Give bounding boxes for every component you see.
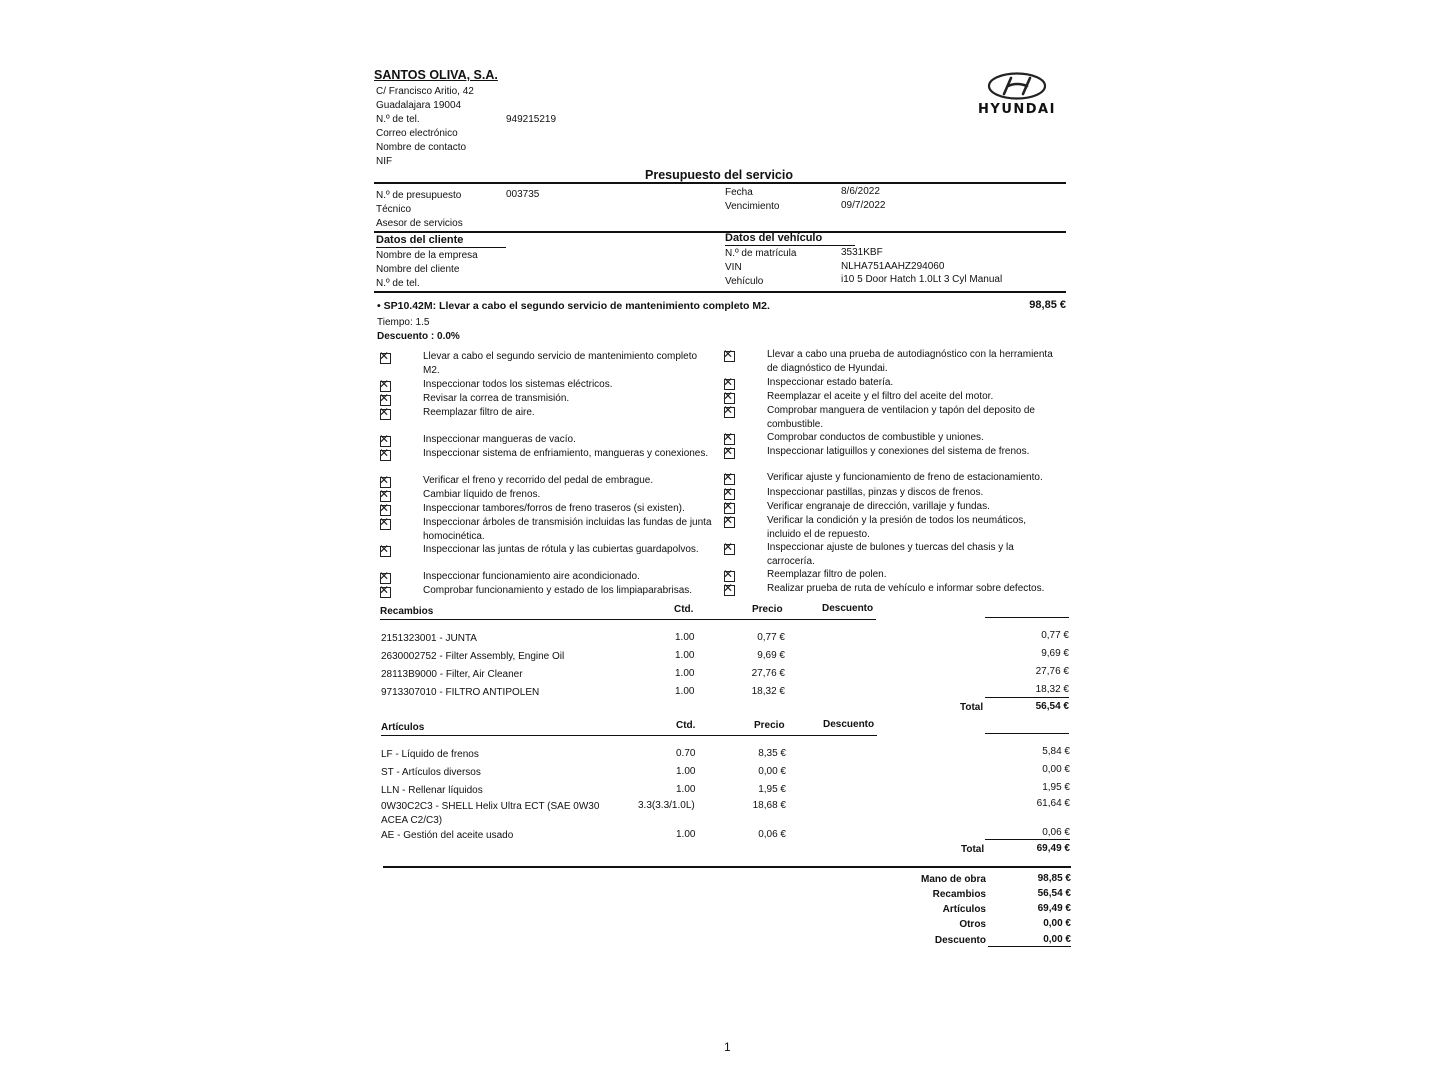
hyundai-logo [976,72,1058,117]
article-row-description-continued: ACEA C2/C3) [381,815,443,826]
article-row-qty: 1.00 [676,829,696,840]
company-name: SANTOS OLIVA, S.A. [374,68,498,82]
client-heading-underline [376,247,506,248]
page-number: 1 [724,1040,731,1054]
company-city: Guadalajara 19004 [376,100,462,111]
task-item: Inspeccionar ajuste de bulones y tuercas del chasis y la carrocería. [767,542,1014,567]
technician-label: Técnico [376,204,412,215]
article-row-total: 0,00 € [1042,764,1070,775]
task-item: Inspeccionar estado batería. [767,377,894,388]
task-item: Reemplazar el aceite y el filtro del aceite del motor. [767,391,994,402]
articles-header-divider [381,735,877,736]
articles-total-label: Total [961,844,985,855]
service-discount: Descuento : 0.0% [377,331,460,342]
task-item: Llevar a cabo una prueba de autodiagnóstico con la herramienta de diagnóstico de Hyundai. [767,349,1053,374]
task-item: Inspeccionar árboles de transmisión incluidas las fundas de junta homocinética. [423,517,712,542]
company-contact-label: Nombre de contacto [376,142,467,153]
advisor-label: Asesor de servicios [376,218,463,229]
task-item: Llevar a cabo el segundo servicio de mantenimiento completo M2. [423,351,698,376]
summary-value: 69,49 € [1037,903,1071,914]
checkbox-checked-icon [724,407,735,418]
articles-col-discount: Descuento [823,719,875,730]
article-row-description: 0W30C2C3 - SHELL Helix Ultra ECT (SAE 0W30 [381,801,600,812]
checkbox-checked-icon [380,519,391,530]
checkbox-checked-icon [380,450,391,461]
parts-total-col-divider [985,617,1069,618]
parts-total: 56,54 € [1035,701,1069,712]
parts-row-total: 0,77 € [1041,630,1069,641]
section-divider [374,291,1066,293]
client-name-label: Nombre del cliente [376,264,460,275]
vehicle-vin-label: VIN [725,262,742,273]
expiry-label: Vencimiento [725,201,780,212]
article-row-total: 61,64 € [1036,798,1070,809]
service-price: 98,85 € [1029,299,1066,311]
task-item: Inspeccionar mangueras de vacío. [423,434,576,445]
summary-value: 98,85 € [1037,873,1071,884]
task-item: Inspeccionar todos los sistemas eléctricos. [423,379,613,390]
parts-row-qty: 1.00 [675,686,695,697]
articles-heading: Artículos [381,722,425,733]
parts-total-divider [985,697,1069,698]
article-row-price: 18,68 € [752,800,786,811]
summary-value: 56,54 € [1037,888,1071,899]
parts-col-discount: Descuento [822,603,874,614]
document-title: Presupuesto del servicio [645,168,793,182]
parts-col-qty: Ctd. [674,604,694,615]
vehicle-model: i10 5 Door Hatch 1.0Lt 3 Cyl Manual [841,274,1003,285]
article-row-total: 0,06 € [1042,827,1070,838]
parts-row-qty: 1.00 [675,668,695,679]
checkbox-checked-icon [380,587,391,598]
article-row-description: LF - Líquido de frenos [381,749,479,760]
section-divider [374,231,1066,233]
task-item: Verificar ajuste y funcionamiento de freno de estacionamiento. [767,472,1043,483]
task-item: Comprobar conductos de combustible y uniones. [767,432,984,443]
checkbox-checked-icon [724,474,735,485]
quote-number-label: N.º de presupuesto [376,190,462,201]
article-row-total: 1,95 € [1042,782,1070,793]
quote-number: 003735 [506,189,540,200]
task-item: Inspeccionar pastillas, pinzas y discos de frenos. [767,487,984,498]
parts-row-total: 18,32 € [1035,684,1069,695]
articles-col-qty: Ctd. [676,720,696,731]
title-divider [374,182,1066,184]
checkbox-checked-icon [724,585,735,596]
parts-row-total: 27,76 € [1035,666,1069,677]
articles-total-divider [985,839,1070,840]
company-phone-label: N.º de tel. [376,114,420,125]
summary-label: Descuento [934,935,986,946]
task-item: Inspeccionar tambores/forros de freno traseros (si existen). [423,503,685,514]
parts-row-qty: 1.00 [675,650,695,661]
client-phone-label: N.º de tel. [376,278,420,289]
parts-heading: Recambios [380,606,434,617]
parts-col-price: Precio [752,604,783,615]
checkbox-checked-icon [724,448,735,459]
task-item: Comprobar funcionamiento y estado de los limpiaparabrisas. [423,585,693,596]
task-item: Verificar engranaje de dirección, varillaje y fundas. [767,501,990,512]
article-row-price: 0,00 € [758,766,786,777]
article-row-qty: 3.3(3.3/1.0L) [638,800,695,811]
client-company-label: Nombre de la empresa [376,250,478,261]
summary-bottom-divider [988,946,1071,947]
article-row-qty: 1.00 [676,784,696,795]
parts-row-price: 27,76 € [751,668,785,679]
task-item: Verificar el freno y recorrido del pedal de embrague. [423,475,654,486]
vehicle-plate-label: N.º de matrícula [725,248,797,259]
task-item: Realizar prueba de ruta de vehículo e informar sobre defectos. [767,583,1045,594]
parts-row-qty: 1.00 [675,632,695,643]
parts-row-description: 2151323001 - JUNTA [381,633,477,644]
summary-value: 0,00 € [1043,918,1071,929]
parts-row-description: 28113B9000 - Filter, Air Cleaner [381,669,523,680]
parts-row-description: 9713307010 - FILTRO ANTIPOLEN [381,687,540,698]
summary-label: Otros [959,919,986,930]
hyundai-emblem-icon [987,72,1047,100]
task-item: Cambiar líquido de frenos. [423,489,541,500]
company-address: C/ Francisco Aritio, 42 [376,86,474,97]
checkbox-checked-icon [380,409,391,420]
task-item: Inspeccionar funcionamiento aire acondicionado. [423,571,640,582]
article-row-qty: 0.70 [676,748,696,759]
vehicle-vin: NLHA751AAHZ294060 [841,261,945,272]
article-row-description: LLN - Rellenar líquidos [381,785,483,796]
vehicle-model-label: Vehículo [725,276,764,287]
article-row-description: AE - Gestión del aceite usado [381,830,514,841]
service-title: • SP10.42M: Llevar a cabo el segundo servicio de mantenimiento completo M2. [377,300,770,312]
task-item: Inspeccionar latiguillos y conexiones del sistema de frenos. [767,446,1030,457]
parts-row-price: 18,32 € [751,686,785,697]
vehicle-heading: Datos del vehículo [725,232,823,244]
company-email-label: Correo electrónico [376,128,458,139]
articles-total: 69,49 € [1036,843,1070,854]
parts-header-divider [380,619,876,620]
summary-label: Mano de obra [920,874,986,885]
checkbox-checked-icon [380,353,391,364]
summary-label: Artículos [942,904,986,915]
vehicle-plate: 3531KBF [841,247,883,258]
quote-date: 8/6/2022 [841,186,880,197]
task-item: Verificar la condición y la presión de todos los neumáticos, incluido el de repuesto. [767,515,1027,540]
article-row-price: 8,35 € [758,748,786,759]
company-phone: 949215219 [506,114,557,125]
date-label: Fecha [725,187,753,198]
article-row-price: 0,06 € [758,829,786,840]
checkbox-checked-icon [724,517,735,528]
articles-col-price: Precio [754,720,785,731]
parts-row-description: 2630002752 - Filter Assembly, Engine Oil [381,651,565,662]
task-item: Inspeccionar sistema de enfriamiento, mangueras y conexiones. [423,448,709,459]
summary-divider [383,866,1071,868]
company-nif-label: NIF [376,156,393,167]
expiry-date: 09/7/2022 [841,200,886,211]
service-time: Tiempo: 1.5 [377,317,430,328]
checkbox-checked-icon [724,544,735,555]
brand-name: HYUNDAI [978,102,1056,117]
parts-row-total: 9,69 € [1041,648,1069,659]
parts-row-price: 9,69 € [757,650,785,661]
parts-row-price: 0,77 € [757,632,785,643]
parts-total-label: Total [960,702,984,713]
vehicle-heading-underline [725,245,855,246]
article-row-description: ST - Artículos diversos [381,767,481,778]
task-item: Comprobar manguera de ventilacion y tapón del deposito de combustible. [767,405,1035,430]
summary-value: 0,00 € [1043,934,1071,945]
checkbox-checked-icon [380,546,391,557]
task-item: Reemplazar filtro de aire. [423,407,535,418]
task-item: Inspeccionar las juntas de rótula y las cubiertas guardapolvos. [423,544,699,555]
task-item: Revisar la correa de transmisión. [423,393,570,404]
article-row-total: 5,84 € [1042,746,1070,757]
summary-label: Recambios [932,889,986,900]
service-title-text: SP10.42M: Llevar a cabo el segundo servicio de mantenimiento completo M2. [383,300,770,312]
checkbox-checked-icon [724,351,735,362]
article-row-price: 1,95 € [758,784,786,795]
articles-total-col-divider [985,733,1069,734]
task-item: Reemplazar filtro de polen. [767,569,887,580]
article-row-qty: 1.00 [676,766,696,777]
client-heading: Datos del cliente [376,234,464,246]
